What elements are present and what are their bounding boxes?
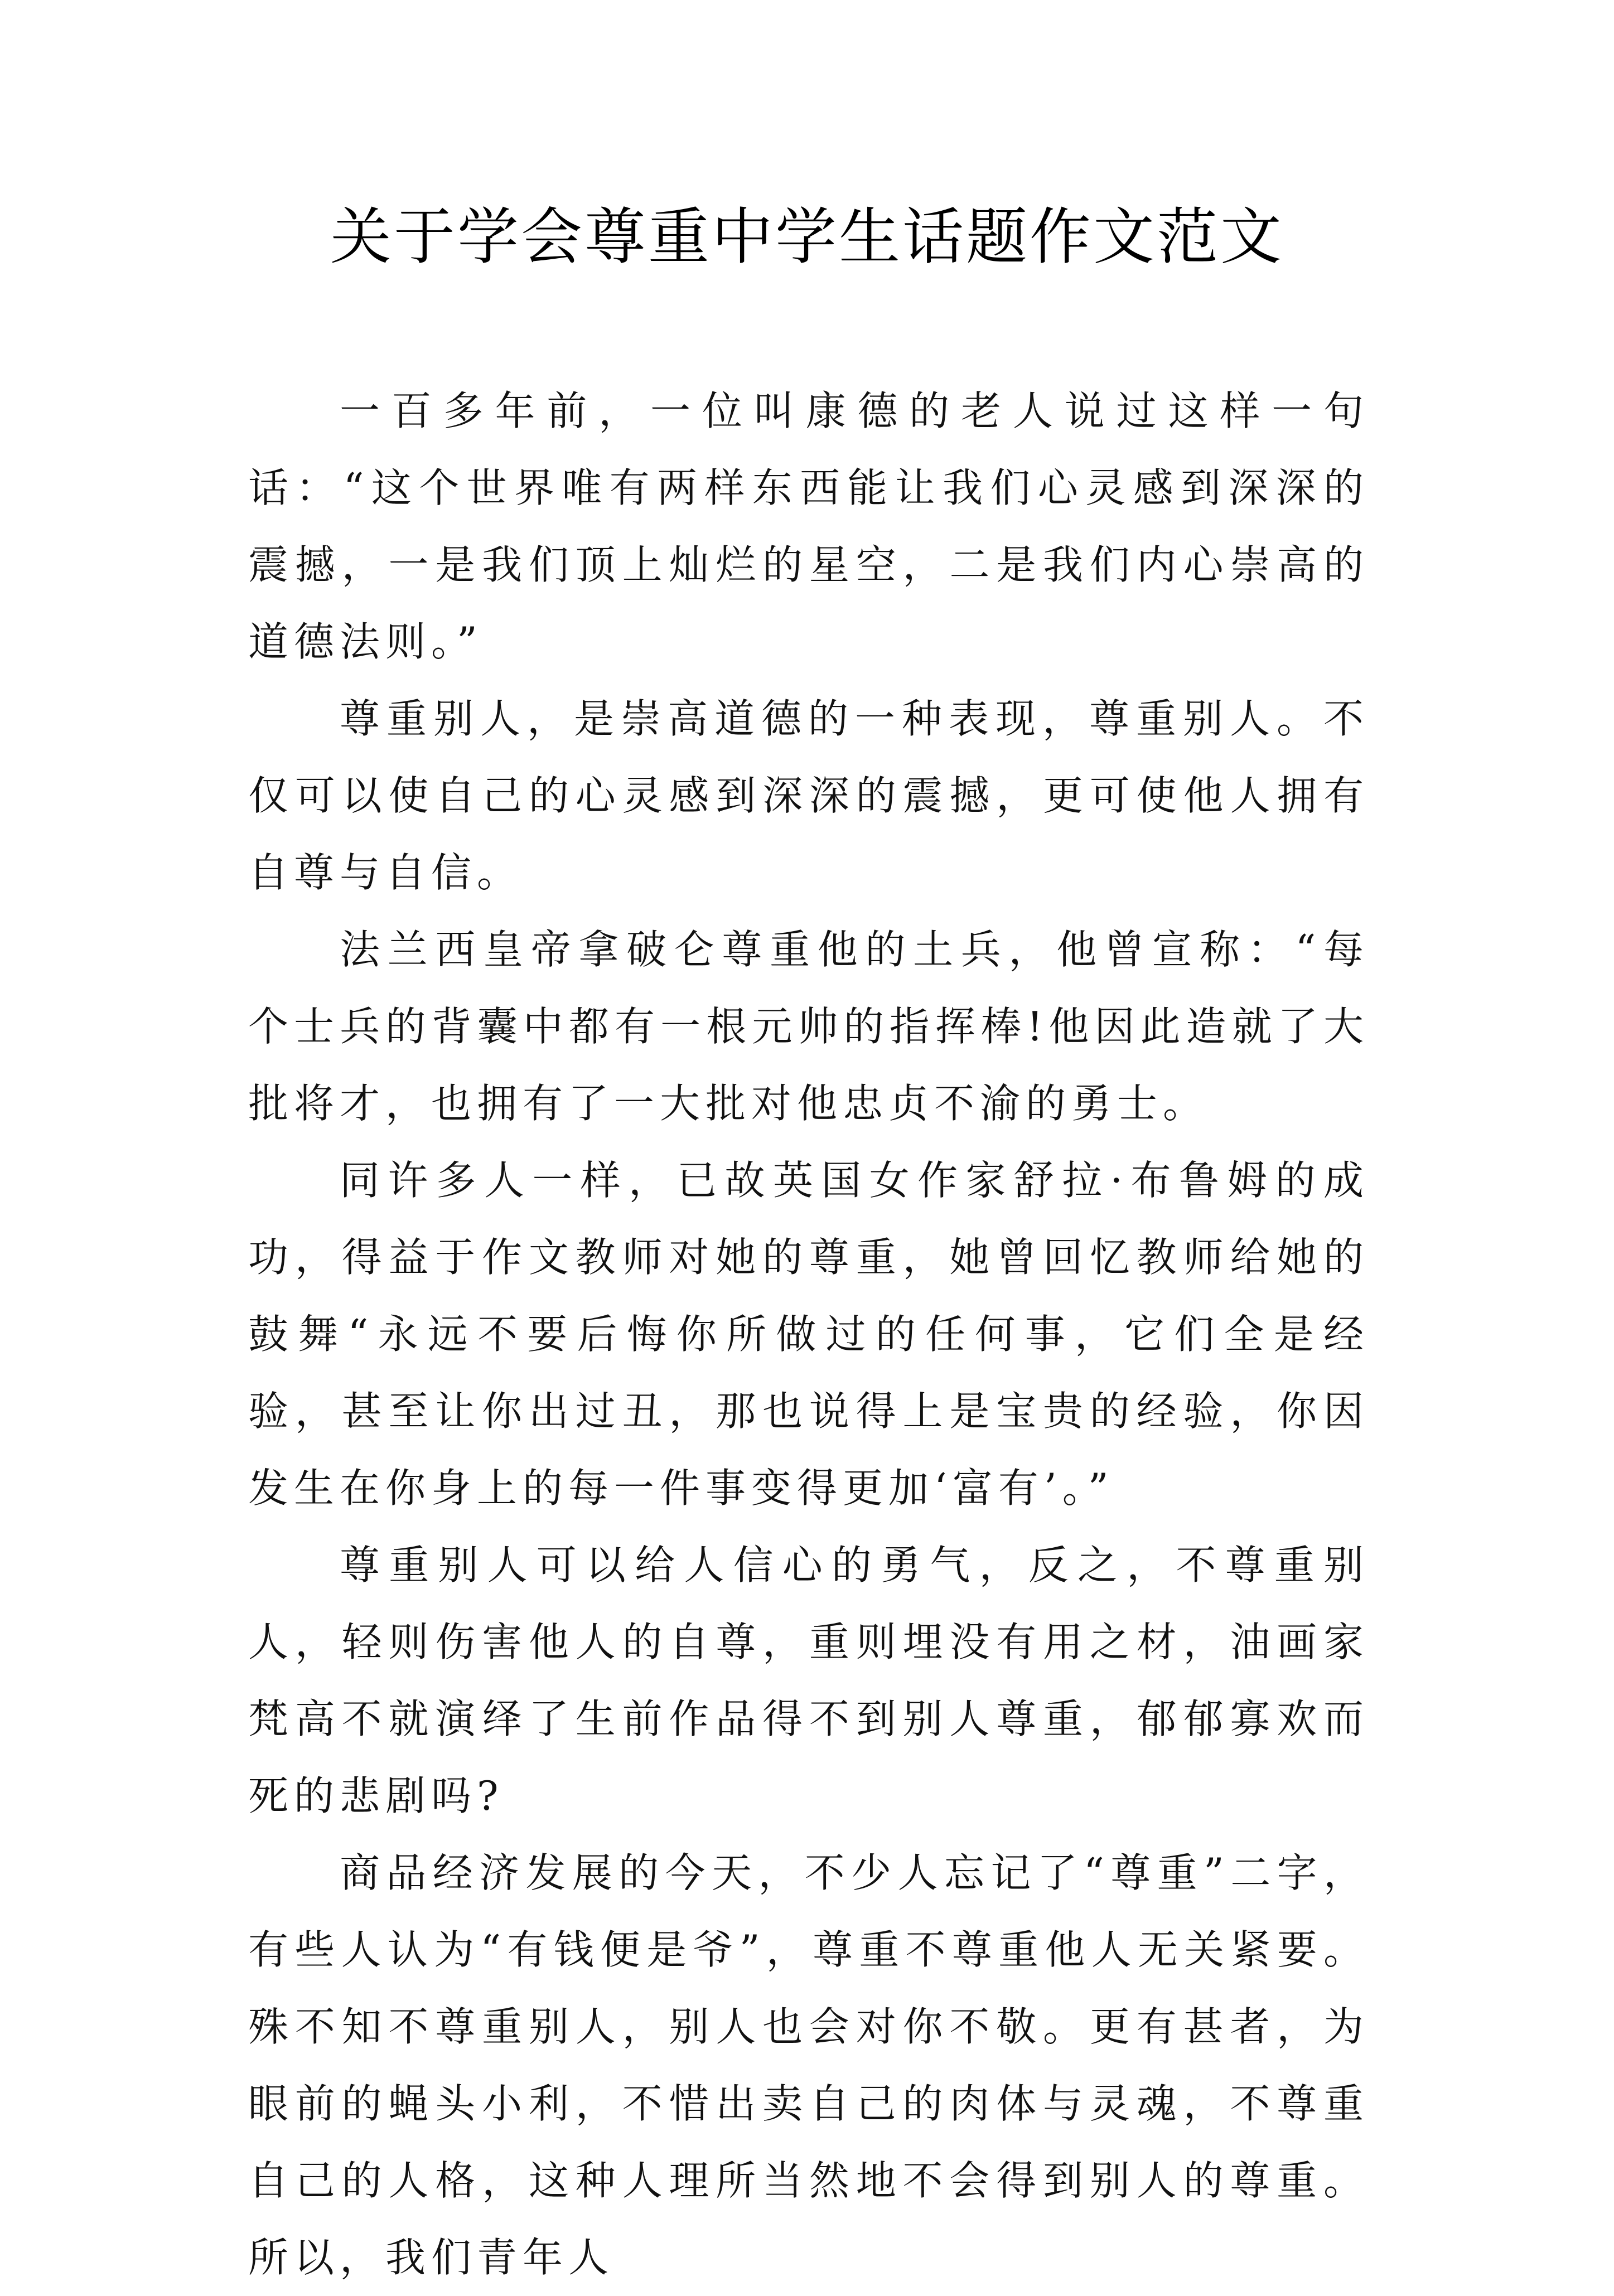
- paragraph: 商品经济发展的今天，不少人忘记了“尊重”二字，有些人认为“有钱便是爷”，尊重不尊重他人无关紧要。殊不知不尊重别人，别人也会对你不敬。更有甚者，为眼前的蝇头小利，不惜出卖自己的肉体与灵魂，不尊重自己的人格，这种人理所当然地不会得到别人的尊重。所以，我们青年人: [248, 1849, 1369, 2281]
- paragraph: 尊重别人可以给人信心的勇气，反之，不尊重别人，轻则伤害他人的自尊，重则埋没有用之材，油画家梵高不就演绎了生前作品得不到别人尊重，郁郁寡欢而死的悲剧吗?: [248, 1542, 1369, 1819]
- paragraph: 同许多人一样，已故英国女作家舒拉·布鲁姆的成功，得益于作文教师对她的尊重，她曾回忆教师给她的鼓舞“永远不要后悔你所做过的任何事，它们全是经验，甚至让你出过丑，那也说得上是宝贵的经验，你因发生在你身上的每一件事变得更加‘富有’。”: [248, 1157, 1369, 1512]
- paragraph: 法兰西皇帝拿破仑尊重他的土兵，他曾宣称：“每个士兵的背囊中都有一根元帅的指挥棒!他因此造就了大批将才，也拥有了一大批对他忠贞不渝的勇士。: [248, 926, 1369, 1127]
- document-body: [248, 372, 1369, 2296]
- paragraph: 尊重别人，是崇高道德的一种表现，尊重别人。不仅可以使自己的心灵感到深深的震撼，更可使他人拥有自尊与自信。: [248, 695, 1369, 896]
- document-title: 关于学会尊重中学生话题作文范文: [330, 201, 1284, 273]
- paragraph: 一百多年前，一位叫康德的老人说过这样一句话：“这个世界唯有两样东西能让我们心灵感到深深的震撼，一是我们顶上灿烂的星空，二是我们内心崇高的道德法则。”: [248, 387, 1369, 665]
